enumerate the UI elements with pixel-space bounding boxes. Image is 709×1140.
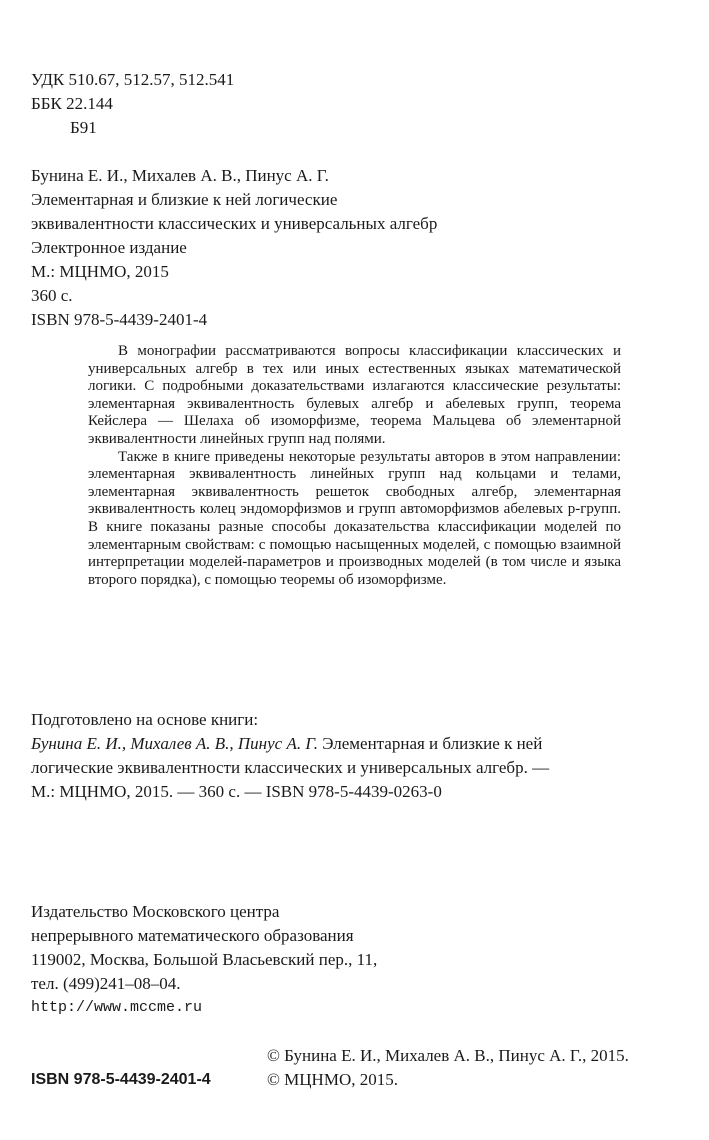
copyright-publisher: © МЦНМО, 2015.: [267, 1070, 398, 1089]
copyright-authors: © Бунина Е. И., Михалев А. В., Пинус А. Г., 2015.: [267, 1046, 629, 1065]
book-authors: Бунина Е. И., Михалев А. В., Пинус А. Г.: [31, 166, 329, 185]
isbn: ISBN 978-5-4439-2401-4: [31, 310, 208, 329]
bbk-code: ББК 22.144: [31, 94, 113, 113]
publisher-name-line-2: непрерывного математического образования: [31, 926, 354, 945]
author-mark: Б91: [70, 118, 97, 137]
source-line-3: М.: МЦНМО, 2015. — 360 с. — ISBN 978-5-4439-0263-0: [31, 782, 442, 801]
publisher-phone: тел. (499)241–08–04.: [31, 974, 181, 993]
edition-type: Электронное издание: [31, 238, 187, 257]
source-line-1: [31, 734, 542, 754]
source-heading: Подготовлено на основе книги:: [31, 710, 259, 729]
publisher-address: 119002, Москва, Большой Власьевский пер., 11,: [31, 950, 378, 969]
page-count: 360 с.: [31, 286, 73, 305]
abstract-paragraph-1: В монографии рассматриваются вопросы классификации классических и универсальных алгебр в тех или иных естественных языках математической логики. С подробными доказательствами излагаются классические результаты: элементарная эквивалентность булевых алгебр и абелевых групп, теорема Кейслера — Шелаха об изоморфизме, теорема Мальцева об элементарной эквивалентности линейных групп над полями.: [88, 343, 621, 447]
abstract: [88, 343, 621, 589]
book-title-line-1: Элементарная и близкие к ней логические: [31, 190, 338, 209]
publisher-year: М.: МЦНМО, 2015: [31, 262, 169, 281]
abstract-paragraph-2: Также в книге приведены некоторые результаты авторов в этом направлении: элементарная эквивалентность линейных групп над кольцами и телами, элементарная эквивалентность решеток свободных алгебр, элементарная эквивалентность колец эндоморфизмов и групп автоморфизмов абелевых p-групп. В книге показаны разные способы доказательства классификации моделей по элементарным свойствам: с помощью насыщенных моделей, с помощью взаимной интерпретации моделей-параметров и производных моделей (в том числе и языка второго порядка), с помощью теоремы об изоморфизме.: [88, 448, 621, 588]
source-line-2: логические эквивалентности классических и универсальных алгебр. —: [31, 758, 550, 777]
source-authors: Бунина Е. И., Михалев А. В., Пинус А. Г.: [31, 734, 318, 753]
udk-code: УДК 510.67, 512.57, 512.541: [31, 70, 235, 89]
book-title-line-2: эквивалентности классических и универсальных алгебр: [31, 214, 438, 233]
publisher-name-line-1: Издательство Московского центра: [31, 902, 280, 921]
publisher-url[interactable]: http://www.mccme.ru: [31, 999, 203, 1016]
footer-isbn: ISBN 978-5-4439-2401-4: [31, 1071, 211, 1088]
source-title-start: Элементарная и близкие к ней: [317, 734, 543, 753]
